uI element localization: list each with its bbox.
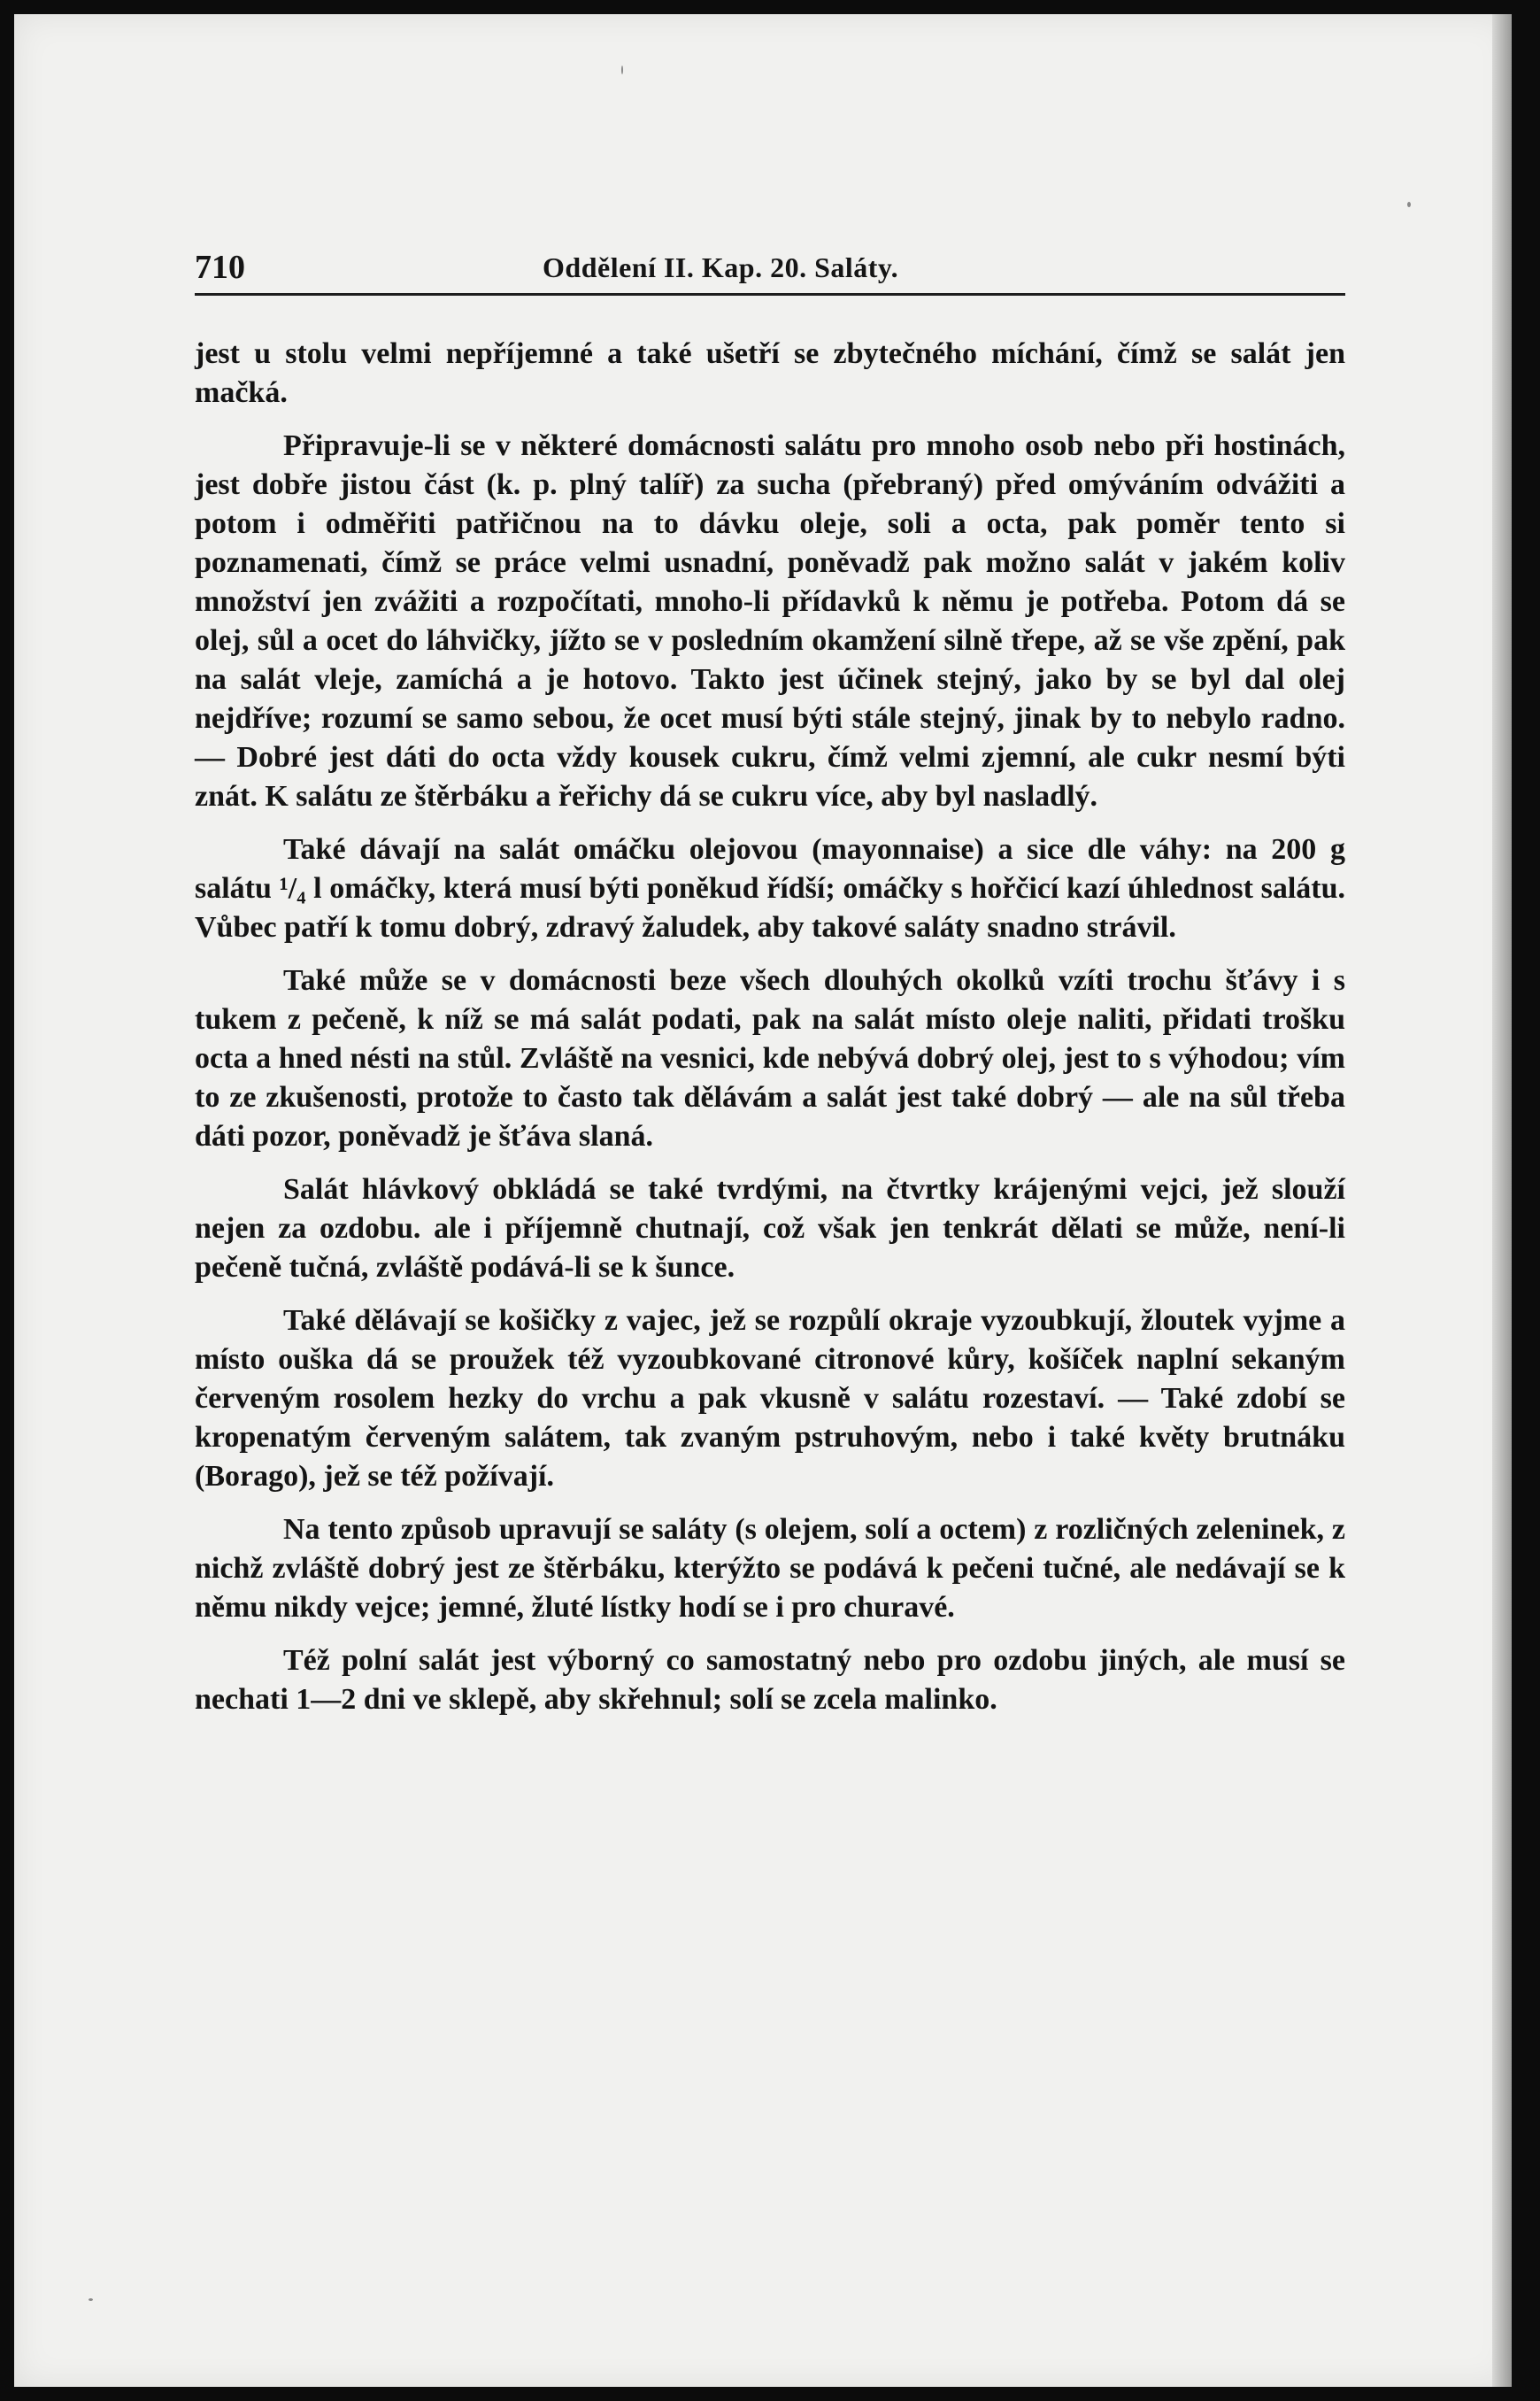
paragraph-mayonnaise: Také dávají na salát omáčku olejovou (mayonnaise) a sice dle váhy: na 200 g salátu ¹/₄ l omáčky, která musí býti poněkud řídší; omáčky s hořčicí kazí úhlednost salátu. Vůbec patří k tomu dobrý, zdravý žaludek, aby takové saláty snadno strávil.: [195, 833, 1345, 944]
paragraph-batch-dressing: Připravuje-li se v některé domácnosti salátu pro mnoho osob nebo při hostinách, jest dobře jistou část (k. p. plný talíř) za sucha (přebraný) před omýváním odvážiti a potom i odměřiti patřičnou na to dávku oleje, soli a octa, pak poměr tento si poznamenati, čímž se práce velmi usnadní, poněvadž pak možno salát v jakém koliv množství jen zvážiti a rozpočítati, mnoho-li přídavků k němu je potřeba. Potom dá se olej, sůl a ocet do láhvičky, jížto se v posledním okamžení silně třepe, až se vše zpění, pak na salát vleje, zamíchá a je hotovo. Takto jest účinek stejný, jako by se byl dal olej nejdříve; rozumí se samo sebou, že ocet musí býti stále stejný, jinak by to nebylo radno. — Dobré jest dáti do octa vždy kousek cukru, čímž velmi zjemní, ale cukr nesmí býti znát. K salátu ze štěrbáku a řeřichy dá se cukru více, aby byl nasladlý.: [195, 429, 1345, 813]
running-head: Oddělení II. Kap. 20. Saláty.: [543, 251, 899, 283]
page-number: 710: [195, 249, 245, 286]
paragraph-various-greens: Na tento způsob upravují se saláty (s olejem, solí a octem) z rozličných zeleninek, z nichž zvláště dobrý jest ze štěrbáku, kterýžto se podává k pečeni tučné, ale nedávají se k němu nikdy vejce; jemné, žluté lístky hodí se i pro churavé.: [195, 1513, 1345, 1624]
paper-speck: [1407, 202, 1411, 207]
paragraph-field-salad: Též polní salát jest výborný co samostatný nebo pro ozdobu jiných, ale musí se nechati 1—2 dni ve sklepě, aby skřehnul; solí se zcela malinko.: [195, 1644, 1345, 1716]
paragraph-eggs: Salát hlávkový obkládá se také tvrdými, na čtvrtky krájenými vejci, jež slouží nejen za ozdobu. ale i příjemně chutnají, což však jen tenkrát dělati se může, není-li pečeně tučná, zvláště podává-li se k šunce.: [195, 1173, 1345, 1284]
body-text: [195, 335, 1345, 1733]
paragraph-continuation: jest u stolu velmi nepříjemné a také ušetří se zbytečného míchání, čímž se salát jen mačká.: [195, 337, 1345, 409]
page-header: [195, 241, 1345, 294]
paragraph-egg-baskets: Také dělávají se košičky z vajec, jež se rozpůlí okraje vyzoubkují, žloutek vyjme a místo ouška dá se proužek též vyzoubkované citronové kůry, košíček naplní sekaným červeným rosolem hezky do vrchu a pak vkusně v salátu rozestaví. — Také zdobí se kropenatým červeným salátem, tak zvaným pstruhovým, nebo i také květy brutnáku (Borago), jež se též požívají.: [195, 1304, 1345, 1493]
paper-speck: [621, 66, 623, 74]
paper-speck: [89, 2298, 93, 2301]
page-binding-edge: [1492, 14, 1512, 2387]
header-rule: [195, 293, 1345, 296]
paragraph-roast-juice: Také může se v domácnosti beze všech dlouhých okolků vzíti trochu šťávy i s tukem z pečeně, k níž se má salát podati, pak na salát místo oleje naliti, přidati trošku octa a hned nésti na stůl. Zvláště na vesnici, kde nebývá dobrý olej, jest to s výhodou; vím to ze zkušenosti, protože to často tak dělávám a salát jest také dobrý — ale na sůl třeba dáti pozor, poněvadž je šťáva slaná.: [195, 964, 1345, 1153]
